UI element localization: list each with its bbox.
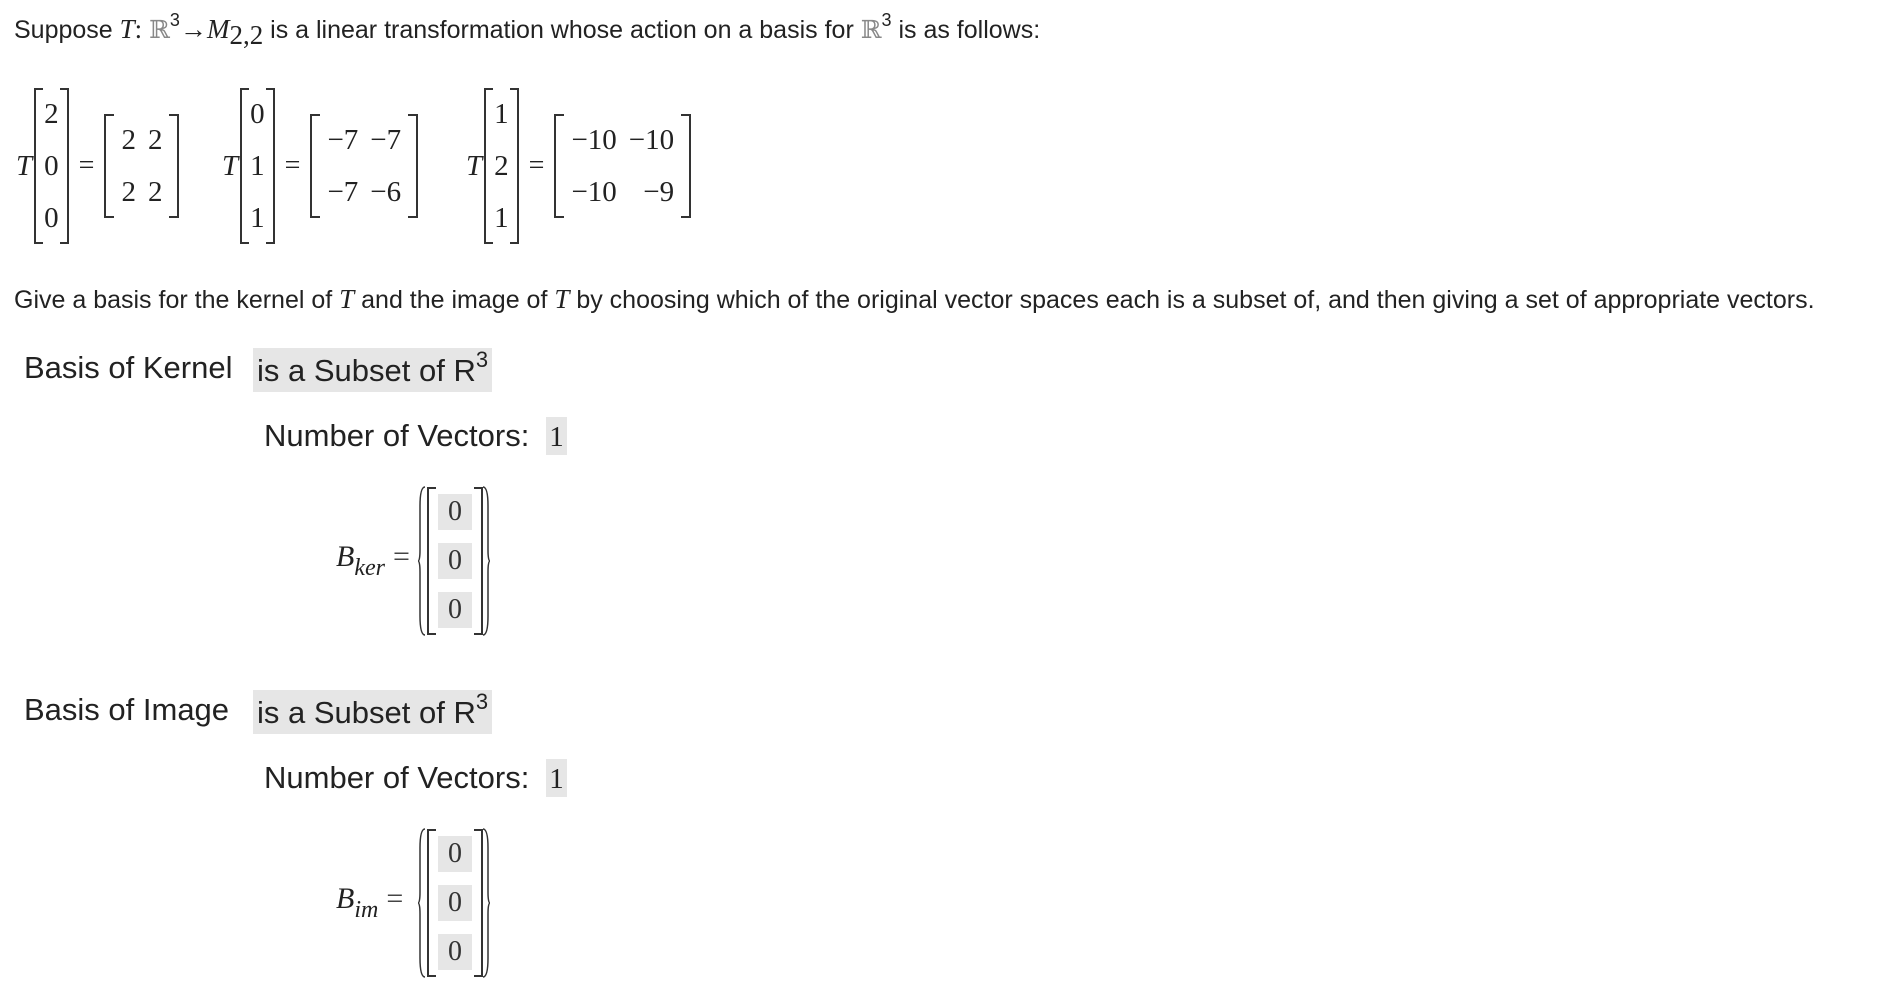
equation-2 xyxy=(222,86,418,246)
question-part: Give a basis for the kernel of xyxy=(14,286,340,314)
matrix-entry: −7 xyxy=(327,176,359,208)
kernel-vector-entry-3[interactable]: 0 xyxy=(438,592,472,628)
equals-sign: = xyxy=(78,150,95,181)
equals-sign: = xyxy=(284,150,301,181)
output-matrix xyxy=(104,114,179,218)
left-brace-icon xyxy=(418,828,426,978)
question-part: and the image of xyxy=(354,286,555,314)
kernel-var: B xyxy=(336,540,355,573)
kernel-title: Basis of Kernel xyxy=(24,350,233,385)
intro-exp: 3 xyxy=(169,10,180,30)
equation-T: T xyxy=(222,149,239,182)
kernel-var-sub: ker xyxy=(354,555,385,581)
image-title: Basis of Image xyxy=(24,692,230,727)
question-part: by choosing which of the original vector spaces each is a subset of, and then giving a set of appropriate vectors. xyxy=(569,286,1815,314)
matrix-entry: 2 xyxy=(121,176,136,208)
equation-3 xyxy=(466,86,691,246)
kernel-vector-entry-1[interactable]: 0 xyxy=(438,494,472,530)
right-brace-icon xyxy=(482,828,490,978)
output-matrix xyxy=(554,114,691,218)
vector-entry: 1 xyxy=(250,202,265,234)
left-brace-icon xyxy=(418,486,426,636)
intro-M: M xyxy=(206,14,230,44)
equation-1 xyxy=(16,86,179,246)
kernel-vector xyxy=(427,487,483,635)
image-subset-label: is a Subset of R xyxy=(257,695,476,730)
intro-dims: 2,2 xyxy=(229,20,264,50)
intro-colon: : xyxy=(134,14,143,44)
equation-T: T xyxy=(466,149,483,182)
image-basis-label xyxy=(336,882,404,923)
intro-suffix: is as follows: xyxy=(891,16,1041,44)
matrix-entry: −6 xyxy=(370,176,402,208)
kernel-subset-exp: 3 xyxy=(475,347,489,372)
image-vector-entry-2[interactable]: 0 xyxy=(438,885,472,921)
right-brace-icon xyxy=(482,486,490,636)
intro-text xyxy=(14,10,1041,50)
equals-sign: = xyxy=(386,882,404,915)
vector-entry: 2 xyxy=(44,98,59,130)
equals-sign: = xyxy=(528,150,545,181)
matrix-entry: 2 xyxy=(147,124,163,156)
matrix-entry: −9 xyxy=(643,176,675,208)
vector-entry: 2 xyxy=(494,150,509,182)
input-vector xyxy=(484,88,519,244)
matrix-entry: −10 xyxy=(628,124,675,156)
matrix-entry: −10 xyxy=(571,176,617,208)
intro-prefix: Suppose xyxy=(14,16,120,44)
question-T: T xyxy=(339,284,355,314)
equation-T: T xyxy=(16,149,33,182)
output-matrix xyxy=(310,114,418,218)
image-vector-entry-3[interactable]: 0 xyxy=(438,934,472,970)
image-num-vectors-input[interactable]: 1 xyxy=(546,759,567,797)
intro-arrow: → xyxy=(179,14,207,44)
matrix-entry: −10 xyxy=(571,124,617,156)
vector-entry: 0 xyxy=(44,202,59,234)
kernel-subset-dropdown[interactable] xyxy=(253,348,492,392)
intro-middle: is a linear transformation whose action on a basis for xyxy=(263,16,861,44)
kernel-num-vectors-input[interactable]: 1 xyxy=(546,417,567,455)
question-T: T xyxy=(554,284,570,314)
matrix-entry: 2 xyxy=(147,176,163,208)
kernel-num-vectors-label: Number of Vectors: xyxy=(264,418,530,453)
vector-entry: 0 xyxy=(44,150,59,182)
matrix-entry: −7 xyxy=(370,124,402,156)
intro-T: T xyxy=(119,14,135,44)
vector-entry: 1 xyxy=(494,202,509,234)
matrix-entry: 2 xyxy=(121,124,136,156)
input-vector xyxy=(34,88,69,244)
image-subset-dropdown[interactable] xyxy=(253,690,492,734)
intro-R2: ℝ xyxy=(860,15,882,44)
vector-entry: 1 xyxy=(250,150,265,182)
image-subset-exp: 3 xyxy=(475,689,489,714)
image-vector xyxy=(427,829,483,977)
kernel-subset-label: is a Subset of R xyxy=(257,353,476,388)
vector-entry: 0 xyxy=(250,98,265,130)
image-num-vectors-label: Number of Vectors: xyxy=(264,760,530,795)
image-var: B xyxy=(336,882,355,915)
intro-exp2: 3 xyxy=(881,10,892,30)
kernel-vector-entry-2[interactable]: 0 xyxy=(438,543,472,579)
vector-entry: 1 xyxy=(494,98,509,130)
input-vector xyxy=(240,88,275,244)
image-var-sub: im xyxy=(354,897,379,923)
intro-R: ℝ xyxy=(149,15,170,44)
question-text xyxy=(14,282,1815,317)
image-vector-entry-1[interactable]: 0 xyxy=(438,836,472,872)
equals-sign: = xyxy=(392,540,410,573)
kernel-basis-label xyxy=(336,540,410,581)
matrix-entry: −7 xyxy=(327,124,359,156)
